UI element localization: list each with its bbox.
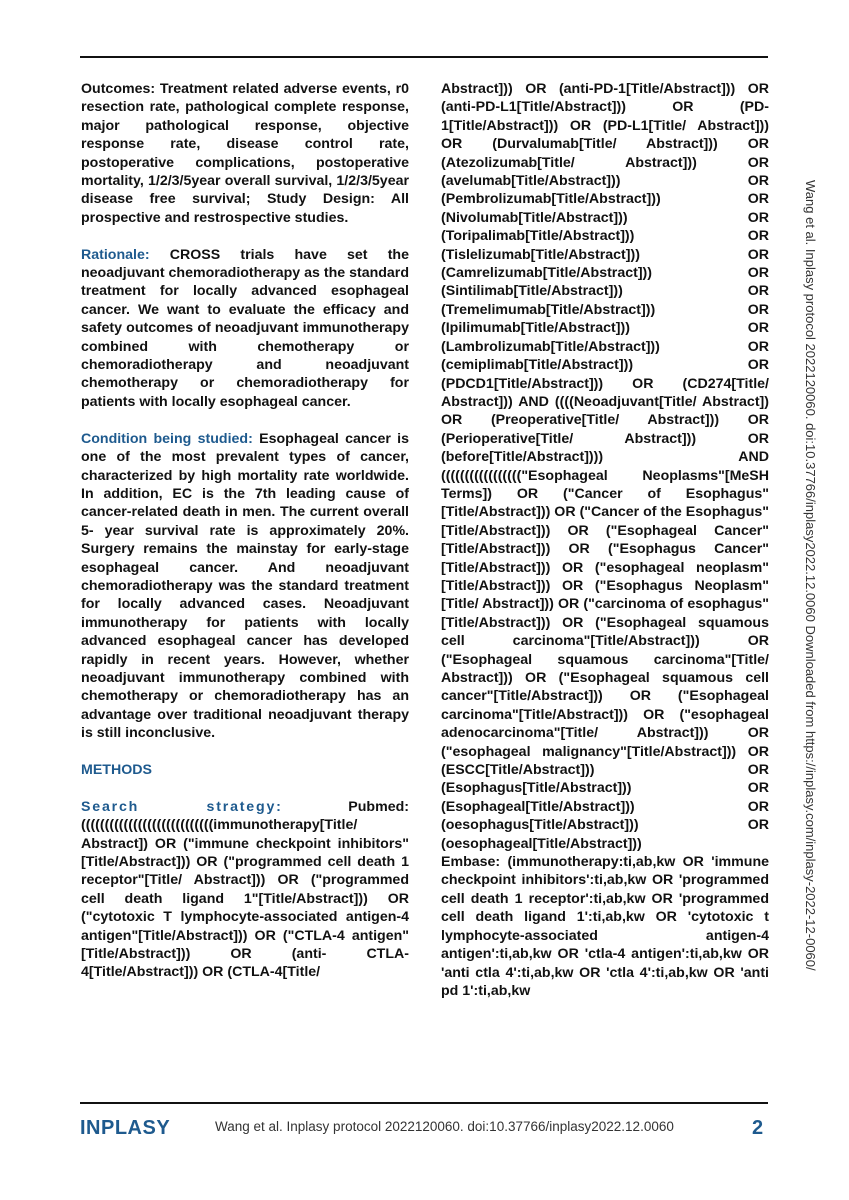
rationale-text: CROSS trials have set the neoadjuvant chemoradiotherapy as the standard treatment for locally advanced esophageal cancer. We want to evaluate the efficacy and safety outcomes of neoadjuvant immunotherapy combined with chemotherapy or chemoradiotherapy and neoadjuvant chemotherapy or chemoradiotherapy for patients with locally esophageal cancer. <box>81 246 409 410</box>
outcomes-label: Outcomes: <box>81 81 156 97</box>
rationale-label: Rationale: <box>81 246 150 263</box>
search-strategy-paragraph <box>81 798 409 982</box>
search-strategy-text: Pubmed: ((((((((((((((((((((((((((((immunotherapy[Title/ Abstract]) OR ("immune checkpoint inhibitors"[Title/Abstract])) OR ("programmed cell death 1 receptor"[Title/ Abstract])) OR ("programmed cell death ligand 1"[Title/Abstract])) OR ("cytotoxic T lymphocyte-associated antigen-4 antigen"[Title/Abstract])) OR ("CTLA-4 antigen"[Title/Abstract])) OR (anti- CTLA-4[Title/Abstract])) OR (CTLA-4[Title/ <box>81 798 409 981</box>
side-download-note: Wang et al. Inplasy protocol 2022120060. doi:10.37766/inplasy2022.12.0060 Downloaded from https://inplasy.com/inplasy-2022-12-0060/ <box>803 180 818 971</box>
bottom-rule <box>80 1102 768 1104</box>
condition-paragraph <box>81 430 409 743</box>
embase-paragraph: Embase: (immunotherapy:ti,ab,kw OR 'immune checkpoint inhibitors':ti,ab,kw OR 'programmed cell death 1 receptor':ti,ab,kw OR 'programmed cell death ligand 1':ti,ab,kw OR 'cytotoxic t lymphocyte-associated antigen-4 antigen':ti,ab,kw OR 'ctla-4 antigen':ti,ab,kw OR 'anti ctla 4':ti,ab,kw OR 'ctla 4':ti,ab,kw OR 'anti pd 1':ti,ab,kw <box>441 854 769 999</box>
outcomes-paragraph <box>81 80 409 227</box>
search-strategy-label: Search strategy: <box>81 798 283 815</box>
pubmed-continued: Abstract])) OR (anti-PD-1[Title/Abstract])) OR (anti-PD-L1[Title/Abstract])) OR (PD-1[Title/Abstract])) OR (PD-L1[Title/ Abstract])) OR (Durvalumab[Title/ Abstract])) OR (Atezolizumab[Title/ Abstract])) OR (avelumab[Title/Abstract])) OR (Pembrolizumab[Title/Abstract])) OR (Nivolumab[Title/Abstract])) OR (Toripalimab[Title/Abstract])) OR (Tislelizumab[Title/Abstract])) OR (Camrelizumab[Title/Abstract])) OR (Sintilimab[Title/Abstract])) OR (Tremelimumab[Title/Abstract])) OR (Ipilimumab[Title/Abstract])) OR (Lambrolizumab[Title/Abstract])) OR (cemiplimab[Title/Abstract])) OR (PDCD1[Title/Abstract])) OR (CD274[Title/ Abstract])) AND ((((Neoadjuvant[Title/ Abstract]) OR (Preoperative[Title/ Abstract])) OR (Perioperative[Title/ Abstract])) OR (before[Title/Abstract]))) AND ((((((((((((((((("Esophageal Neoplasms"[MeSH Terms]) OR ("Cancer of Esophagus"[Title/Abstract])) OR ("Cancer of the Esophagus"[Title/Abstract])) OR ("Esophageal Cancer"[Title/Abstract])) OR ("Esophagus Cancer"[Title/Abstract])) OR ("esophageal neoplasm"[Title/Abstract])) OR ("Esophagus Neoplasm"[Title/ Abstract])) OR ("carcinoma of esophagus"[Title/Abstract])) OR ("Esophageal squamous cell carcinoma"[Title/Abstract])) OR ("Esophageal squamous carcinoma"[Title/ Abstract])) OR ("Esophageal squamous cell cancer"[Title/Abstract])) OR ("Esophageal carcinoma"[Title/Abstract])) OR ("esophageal adenocarcinoma"[Title/ Abstract])) OR ("esophageal malignancy"[Title/Abstract])) OR (ESCC[Title/Abstract])) OR (Esophagus[Title/Abstract])) OR (Esophageal[Title/Abstract])) OR (oesophagus[Title/Abstract])) OR (oesophageal[Title/Abstract])) <box>441 81 769 852</box>
condition-text: Esophageal cancer is one of the most prevalent types of cancer, characterized by high mortality rate worldwide. In addition, EC is the 7th leading cause of cancer-related death in men. The current overall 5- year survival rate is approximately 20%. Surgery remains the mainstay for early-stage esophageal cancer. And neoadjuvant chemoradiotherapy was the standard treatment for locally advanced cases. Neoadjuvant immunotherapy for patients with locally advanced esophageal cancer has developed rapidly in recent years. However, whether neoadjuvant immunotherapy combined with chemotherapy or chemoradiotherapy has an advantage over traditional neoadjuvant therapy is still inconclusive. <box>81 430 409 742</box>
top-rule <box>80 56 768 58</box>
right-column <box>441 80 769 1000</box>
condition-label: Condition being studied: <box>81 430 253 447</box>
footer-brand-logo: INPLASY <box>80 1117 171 1139</box>
footer-citation: Wang et al. Inplasy protocol 2022120060. doi:10.37766/inplasy2022.12.0060 <box>215 1119 674 1134</box>
rationale-paragraph <box>81 246 409 412</box>
outcomes-text: Treatment related adverse events, r0 resection rate, pathological complete response, major pathological response, objective response rate, disease control rate, postoperative complications, postoperative mortality, 1/2/3/5year overall survival, 1/2/3/5year disease free survival; Study Design: All prospective and restrospective studies. <box>81 81 409 226</box>
methods-heading: METHODS <box>81 761 152 778</box>
left-column <box>81 80 409 982</box>
page-number: 2 <box>752 1117 764 1139</box>
